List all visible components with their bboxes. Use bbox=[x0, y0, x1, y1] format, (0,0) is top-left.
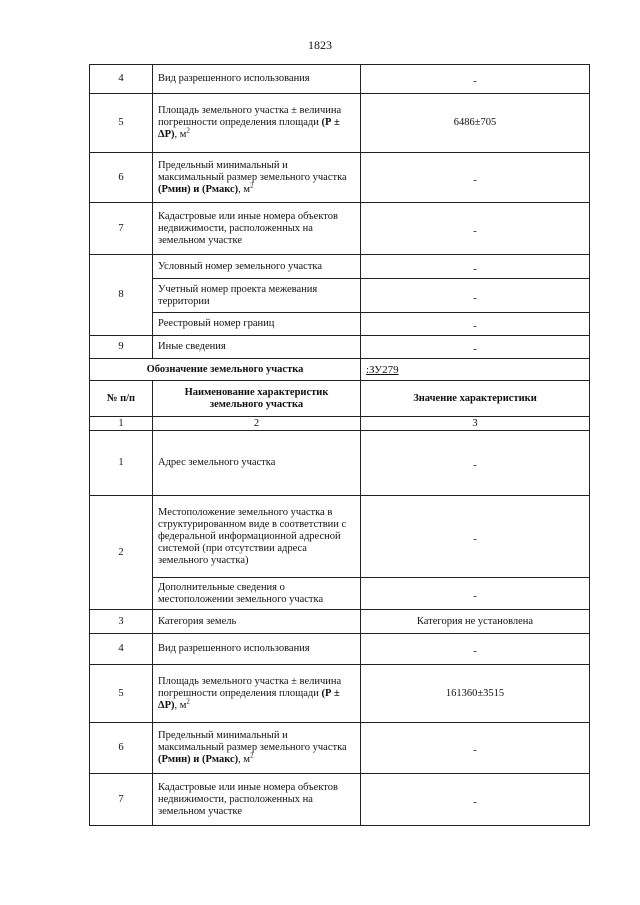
row-value: - bbox=[361, 255, 590, 279]
row-value: Категория не установлена bbox=[361, 610, 590, 634]
designation-value: :ЗУ279 bbox=[361, 359, 590, 381]
table-row bbox=[90, 336, 590, 359]
row-number: 8 bbox=[90, 255, 153, 336]
row-label: Реестровый номер границ bbox=[153, 313, 361, 336]
row-value: - bbox=[361, 203, 590, 255]
row-label: Площадь земельного участка ± величина погрешности определения площади (Р ± ΔР), $м^2$ bbox=[153, 665, 361, 723]
table-row bbox=[90, 313, 590, 336]
table-row bbox=[90, 255, 590, 279]
column-index: 2 bbox=[153, 417, 361, 431]
row-label: Вид разрешенного использования bbox=[153, 65, 361, 94]
row-label: Местоположение земельного участка в структурированном виде в соответствии с федеральной информационной адресной системой (при отсутствии адреса земельного участка) bbox=[153, 496, 361, 578]
row-value: - bbox=[361, 431, 590, 496]
row-value: - bbox=[361, 578, 590, 610]
page-number: 1823 bbox=[308, 38, 332, 52]
table-row bbox=[90, 203, 590, 255]
row-label: Адрес земельного участка bbox=[153, 431, 361, 496]
row-number: 7 bbox=[90, 774, 153, 826]
row-number: 1 bbox=[90, 431, 153, 496]
row-value: - bbox=[361, 153, 590, 203]
row-number: 5 bbox=[90, 665, 153, 723]
row-value: - bbox=[361, 774, 590, 826]
table-row bbox=[90, 279, 590, 313]
row-label: Условный номер земельного участка bbox=[153, 255, 361, 279]
designation-label: Обозначение земельного участка bbox=[90, 359, 361, 381]
row-label: Иные сведения bbox=[153, 336, 361, 359]
row-value: - bbox=[361, 279, 590, 313]
table-row bbox=[90, 94, 590, 153]
row-value: 6486±705 bbox=[361, 94, 590, 153]
row-label: Вид разрешенного использования bbox=[153, 634, 361, 665]
row-label: Кадастровые или иные номера объектов недвижимости, расположенных на земельном участке bbox=[153, 203, 361, 255]
table-row bbox=[90, 496, 590, 578]
row-label: Категория земель bbox=[153, 610, 361, 634]
row-number: 2 bbox=[90, 496, 153, 610]
row-value: - bbox=[361, 634, 590, 665]
row-label: Кадастровые или иные номера объектов недвижимости, расположенных на земельном участке bbox=[153, 774, 361, 826]
row-label: Предельный минимальный и максимальный размер земельного участка (Рмин) и (Рмакс), $м^2$ bbox=[153, 153, 361, 203]
table-row bbox=[90, 153, 590, 203]
column-index: 3 bbox=[361, 417, 590, 431]
column-header-name: Наименование характеристик земельного участка bbox=[153, 381, 361, 417]
row-number: 6 bbox=[90, 153, 153, 203]
column-header-number: № п/п bbox=[90, 381, 153, 417]
row-number: 7 bbox=[90, 203, 153, 255]
row-value: - bbox=[361, 65, 590, 94]
table-row bbox=[90, 578, 590, 610]
land-plot-characteristics-table bbox=[89, 64, 590, 826]
row-label: Учетный номер проекта межевания территории bbox=[153, 279, 361, 313]
row-label: Площадь земельного участка ± величина погрешности определения площади (Р ± ΔР), $м^2$ bbox=[153, 94, 361, 153]
designation-row bbox=[90, 359, 590, 381]
row-label: Дополнительные сведения о местоположении земельного участка bbox=[153, 578, 361, 610]
table-row bbox=[90, 65, 590, 94]
row-number: 6 bbox=[90, 723, 153, 774]
row-number: 9 bbox=[90, 336, 153, 359]
column-index: 1 bbox=[90, 417, 153, 431]
row-label: Предельный минимальный и максимальный размер земельного участка (Рмин) и (Рмакс), $м^2$ bbox=[153, 723, 361, 774]
table-row bbox=[90, 634, 590, 665]
column-index-row bbox=[90, 417, 590, 431]
column-header-row bbox=[90, 381, 590, 417]
row-value: - bbox=[361, 496, 590, 578]
row-value: - bbox=[361, 313, 590, 336]
table-row bbox=[90, 665, 590, 723]
table-row bbox=[90, 774, 590, 826]
row-value: - bbox=[361, 336, 590, 359]
row-value: 161360±3515 bbox=[361, 665, 590, 723]
row-number: 4 bbox=[90, 65, 153, 94]
table-row bbox=[90, 610, 590, 634]
row-number: 5 bbox=[90, 94, 153, 153]
row-number: 4 bbox=[90, 634, 153, 665]
row-value: - bbox=[361, 723, 590, 774]
column-header-value: Значение характеристики bbox=[361, 381, 590, 417]
row-number: 3 bbox=[90, 610, 153, 634]
table-row bbox=[90, 431, 590, 496]
table-row bbox=[90, 723, 590, 774]
